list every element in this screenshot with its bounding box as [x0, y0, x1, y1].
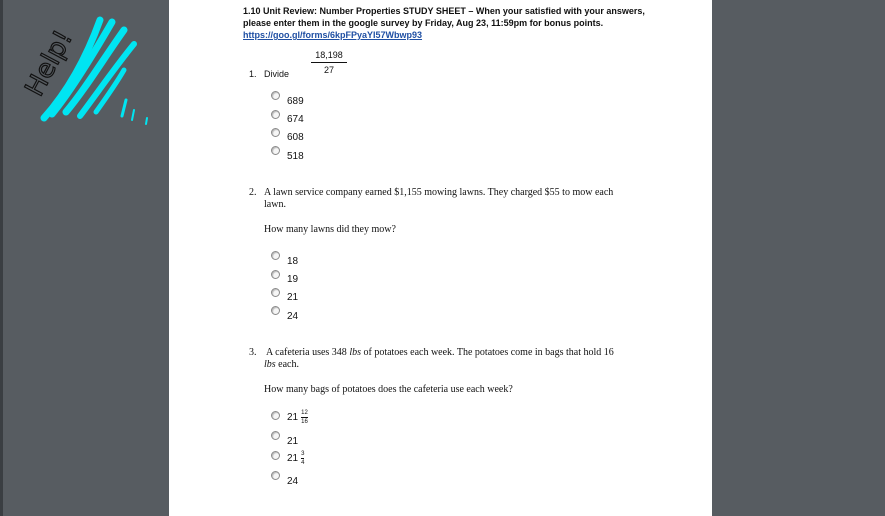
q3-option-3-radio[interactable] [271, 451, 280, 460]
q3-unit-lbs-2: lbs [264, 359, 276, 370]
q3-unit-lbs-1: lbs [349, 347, 361, 358]
q2-option-3-radio[interactable] [271, 288, 280, 297]
q3-text-part-2: of potatoes each week. The potatoes come in bags that hold 16 [360, 347, 614, 358]
q1-option-4-radio[interactable] [271, 146, 280, 155]
q1-option-2-radio[interactable] [271, 110, 280, 119]
q3-option-2-radio[interactable] [271, 431, 280, 440]
q3-option-3-whole: 21 [287, 453, 299, 465]
q3-text-line-2 [264, 359, 299, 370]
header-line-2: please enter them in the google survey by Friday, Aug 23, 11:59pm for bonus points. [243, 18, 604, 28]
survey-link[interactable]: https://goo.gl/forms/6kpFPyaYI57Wbwp93 [243, 30, 423, 40]
q3-option-1-num: 12 [301, 410, 308, 416]
q1-option-3-radio[interactable] [271, 128, 280, 137]
q1-option-1-label: 689 [287, 96, 304, 107]
q2-option-1-radio[interactable] [271, 251, 280, 260]
q2-text-line-2: lawn. [264, 199, 286, 210]
q1-option-1-radio[interactable] [271, 91, 280, 100]
cyan-stroke-6 [122, 100, 126, 116]
q2-text-line-1: A lawn service company earned $1,155 mowing lawns. They charged $55 to mow each [264, 187, 614, 198]
q3-question: How many bags of potatoes does the cafeteria use each week? [264, 384, 513, 395]
q1-numerator: 18,198 [315, 50, 343, 60]
q1-number: 1. [249, 69, 257, 79]
header-line-1: 1.10 Unit Review: Number Properties STUDY SHEET – When your satisfied with your answers, [243, 6, 645, 16]
q3-option-1-whole: 21 [287, 412, 299, 424]
q2-number: 2. [249, 187, 257, 198]
help-scribble-annotation [0, 0, 169, 140]
q3-option-3-fraction [301, 451, 304, 466]
q3-option-2-label: 21 [287, 436, 299, 447]
q3-option-1-label [287, 410, 308, 425]
q1-option-4-label: 518 [287, 151, 304, 162]
q3-text-line-1 [266, 347, 614, 358]
q3-option-1-radio[interactable] [271, 411, 280, 420]
q2-option-2-label: 19 [287, 274, 299, 285]
cyan-stroke-8 [146, 118, 147, 124]
document-page [169, 0, 712, 516]
q2-option-4-label: 24 [287, 311, 299, 322]
q3-option-3-num: 3 [301, 451, 305, 457]
q3-text-part-3: each. [275, 359, 299, 370]
q3-option-4-radio[interactable] [271, 471, 280, 480]
q3-option-3-label [287, 451, 304, 466]
q2-question: How many lawns did they mow? [264, 224, 396, 235]
q3-text-part-1: A cafeteria uses 348 [266, 347, 350, 358]
q2-option-3-label: 21 [287, 292, 299, 303]
q3-number: 3. [249, 347, 257, 358]
q2-option-1-label: 18 [287, 256, 299, 267]
q1-fraction [311, 50, 347, 75]
q3-option-4-label: 24 [287, 476, 299, 487]
q2-option-4-radio[interactable] [271, 306, 280, 315]
cyan-stroke-7 [132, 110, 134, 120]
q3-option-1-fraction [301, 410, 308, 425]
q1-option-3-label: 608 [287, 132, 304, 143]
q3-option-3-den: 4 [301, 460, 305, 466]
q2-option-2-radio[interactable] [271, 270, 280, 279]
q3-option-1-den: 16 [301, 419, 308, 425]
q1-denominator: 27 [323, 65, 334, 75]
q1-prompt: Divide [264, 69, 290, 79]
q1-option-2-label: 674 [287, 114, 304, 125]
q1-fraction-bar [311, 62, 347, 63]
help-handwritten-text: Help! [19, 25, 79, 102]
